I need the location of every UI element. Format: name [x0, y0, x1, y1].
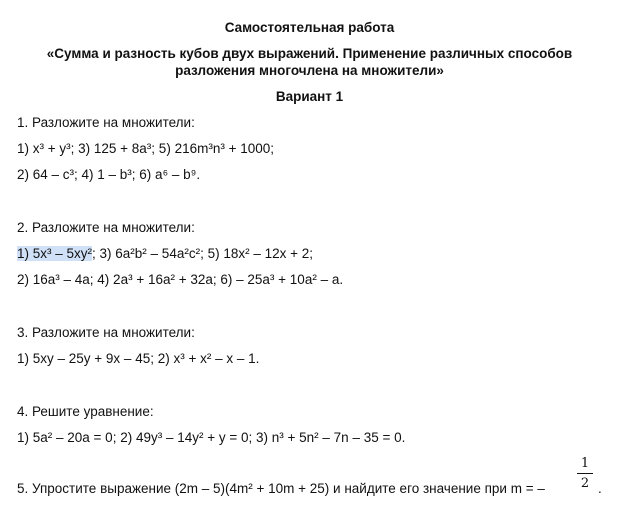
task4-row1: 1) 5a² – 20a = 0; 2) 49y³ – 14y² + y = 0; 3) n³ + 5n² – 7n – 35 = 0.	[17, 430, 406, 445]
fraction-bar	[577, 473, 593, 474]
task2-row1	[17, 246, 313, 262]
fraction-one-half	[577, 456, 593, 492]
selected-text-highlight[interactable]: 1) 5x³ – 5xy²	[17, 246, 93, 261]
task2-row1-rest: ; 3) 6a²b² – 54a²c²; 5) 18x² – 12x + 2;	[92, 246, 314, 261]
task5-text: 5. Упростите выражение (2m – 5)(4m² + 10m + 25) и найдите его значение при m = –	[17, 481, 545, 496]
variant-heading: Вариант 1	[275, 89, 344, 104]
task2-heading: 2. Разложите на множители:	[17, 220, 195, 235]
task3-heading: 3. Разложите на множители:	[17, 325, 195, 340]
task1-row1: 1) x³ + y³; 3) 125 + 8a³; 5) 216m³n³ + 1000;	[17, 141, 275, 156]
task5-end-period: .	[598, 481, 602, 496]
doc-subtitle-line1: «Сумма и разность кубов двух выражений. Применение различных способов	[46, 46, 573, 61]
doc-subtitle-line2: разложения многочлена на множители»	[175, 63, 444, 78]
doc-title: Самостоятельная работа	[224, 20, 395, 35]
fraction-denominator: 2	[580, 476, 590, 491]
task4-heading: 4. Решите уравнение:	[17, 404, 154, 419]
task1-row2: 2) 64 – c³; 4) 1 – b³; 6) a⁶ – b⁹.	[17, 167, 201, 182]
fraction-numerator: 1	[580, 456, 590, 471]
task3-row1: 1) 5xy – 25y + 9x – 45; 2) x³ + x² – x – 1.	[17, 351, 260, 366]
task2-row2: 2) 16a³ – 4a; 4) 2a³ + 16a² + 32a; 6) – 25a³ + 10a² – a.	[17, 272, 344, 287]
task1-heading: 1. Разложите на множители:	[17, 115, 195, 130]
